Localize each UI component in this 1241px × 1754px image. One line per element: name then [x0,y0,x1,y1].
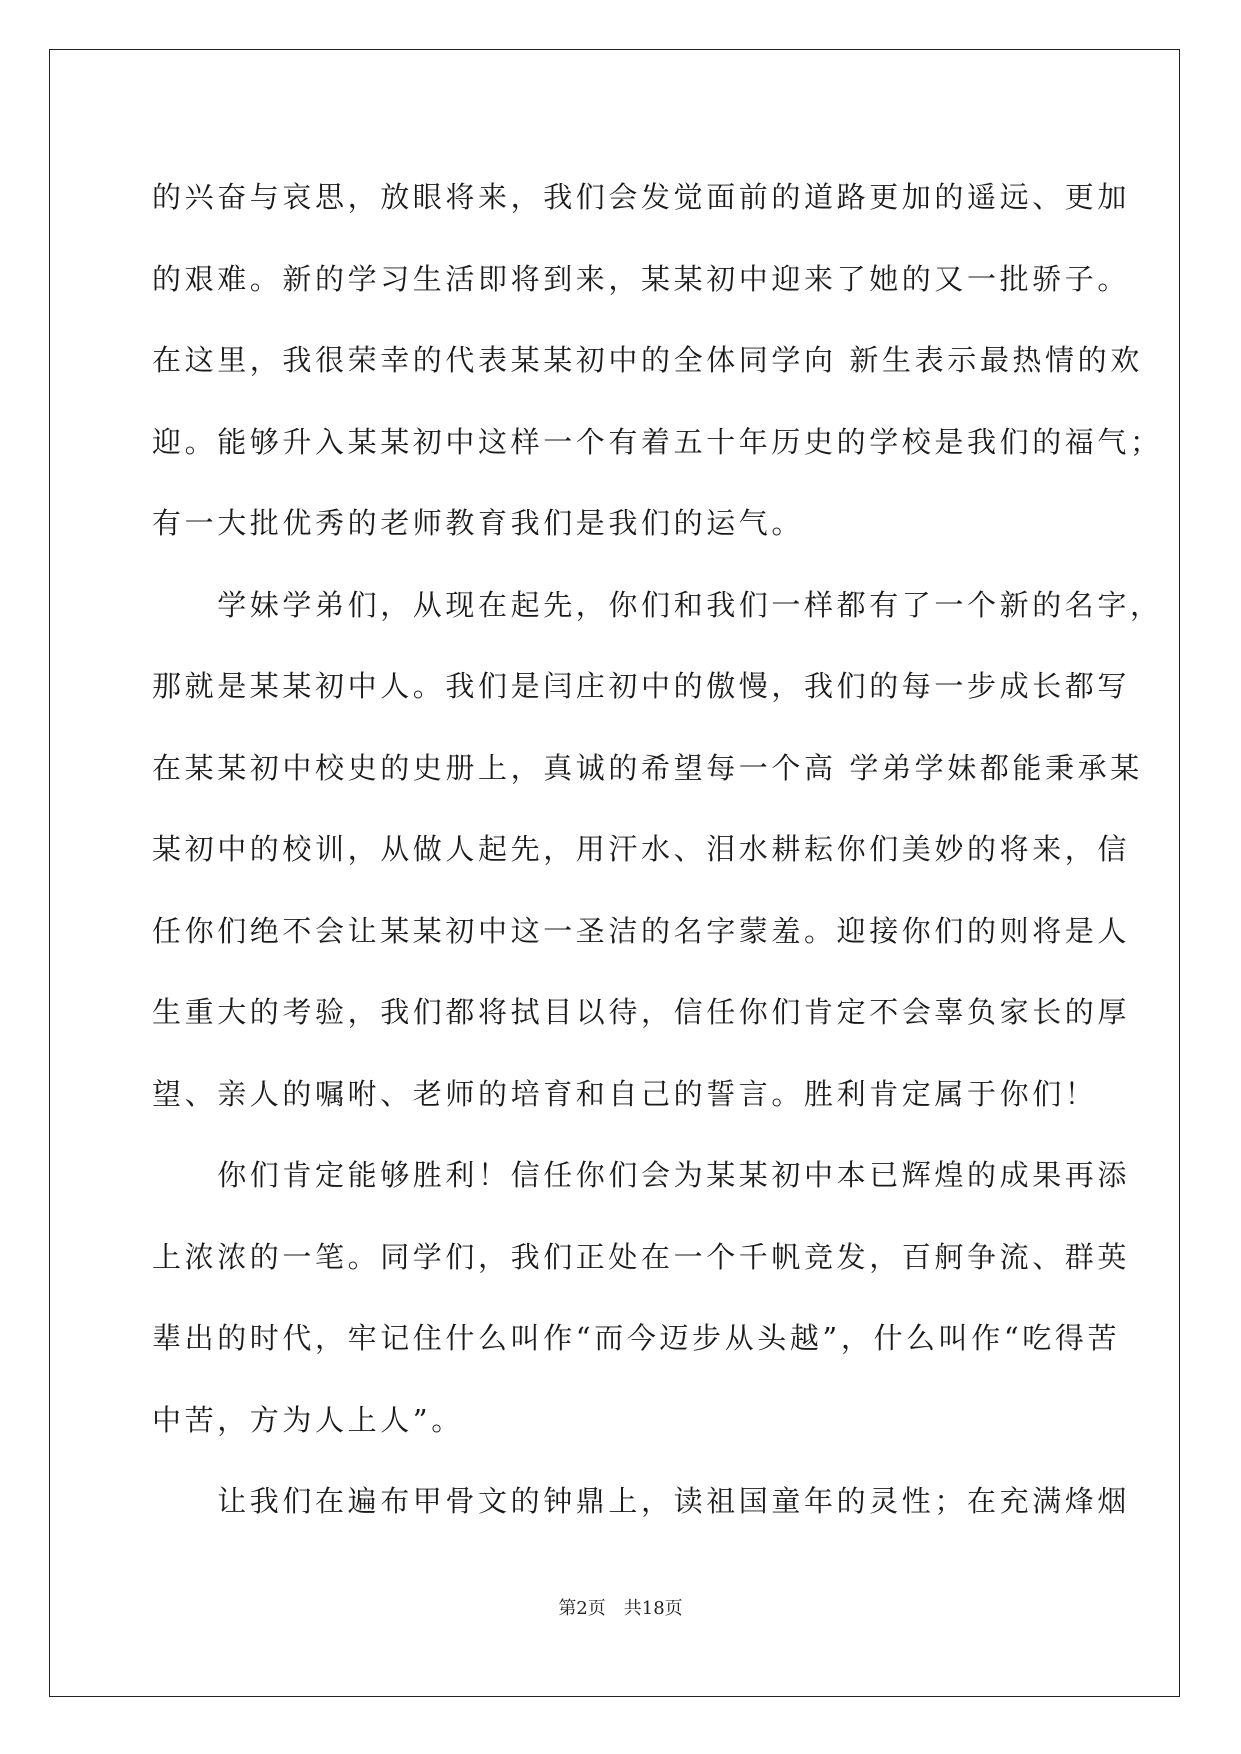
page-footer [0,1594,1241,1620]
text-line: 的艰难。新的学习生活即将到来，某某初中迎来了她的又一批骄子。 [152,261,1131,296]
page-number: 第2页 [558,1598,606,1619]
text-line: 望、亲人的嘱咐、老师的培育和自己的誓言。胜利肯定属于你们！ [152,1076,1098,1111]
text-line: 在某某初中校史的史册上，真诚的希望每一个高 学弟学妹都能秉承某 [152,750,1143,785]
text-line: 在这里，我很荣幸的代表某某初中的全体同学向 新生表示最热情的欢 [152,343,1143,377]
text-line: 辈出的时代，牢记住什么叫作“而今迈步从头越”，什么叫作“吃得苦 [152,1321,1121,1355]
text-line: 有一大批优秀的老师教育我们是我们的运气。 [152,506,805,540]
text-line: 任你们绝不会让某某初中这一圣洁的名字蒙羞。迎接你们的则将是人 [152,913,1131,948]
document-body [152,157,1163,1543]
text-line: 那就是某某初中人。我们是闫庄初中的傲慢，我们的每一步成长都写 [152,669,1131,703]
text-line: 迎。能够升入某某初中这样一个有着五十年历史的学校是我们的福气； [152,424,1163,459]
text-line: 上浓浓的一笔。同学们，我们正处在一个千帆竞发，百舸争流、群英 [152,1239,1131,1274]
text-line: 生重大的考验，我们都将拭目以待，信任你们肯定不会辜负家长的厚 [152,995,1131,1029]
text-line: 中苦，方为人上人”。 [152,1402,464,1437]
text-line: 某初中的校训，从做人起先，用汗水、泪水耕耘你们美妙的将来，信 [152,832,1131,866]
text-line: 让我们在遍布甲骨文的钟鼎上，读祖国童年的灵性；在充满烽烟 [152,1484,1131,1518]
text-line: 你们肯定能够胜利！信任你们会为某某初中本已辉煌的成果再添 [152,1158,1131,1192]
text-line: 学妹学弟们，从现在起先，你们和我们一样都有了一个新的名字， [152,587,1163,622]
page-total: 共18页 [623,1598,683,1619]
text-line: 的兴奋与哀思，放眼将来，我们会发觉面前的道路更加的遥远、更加 [152,180,1131,214]
